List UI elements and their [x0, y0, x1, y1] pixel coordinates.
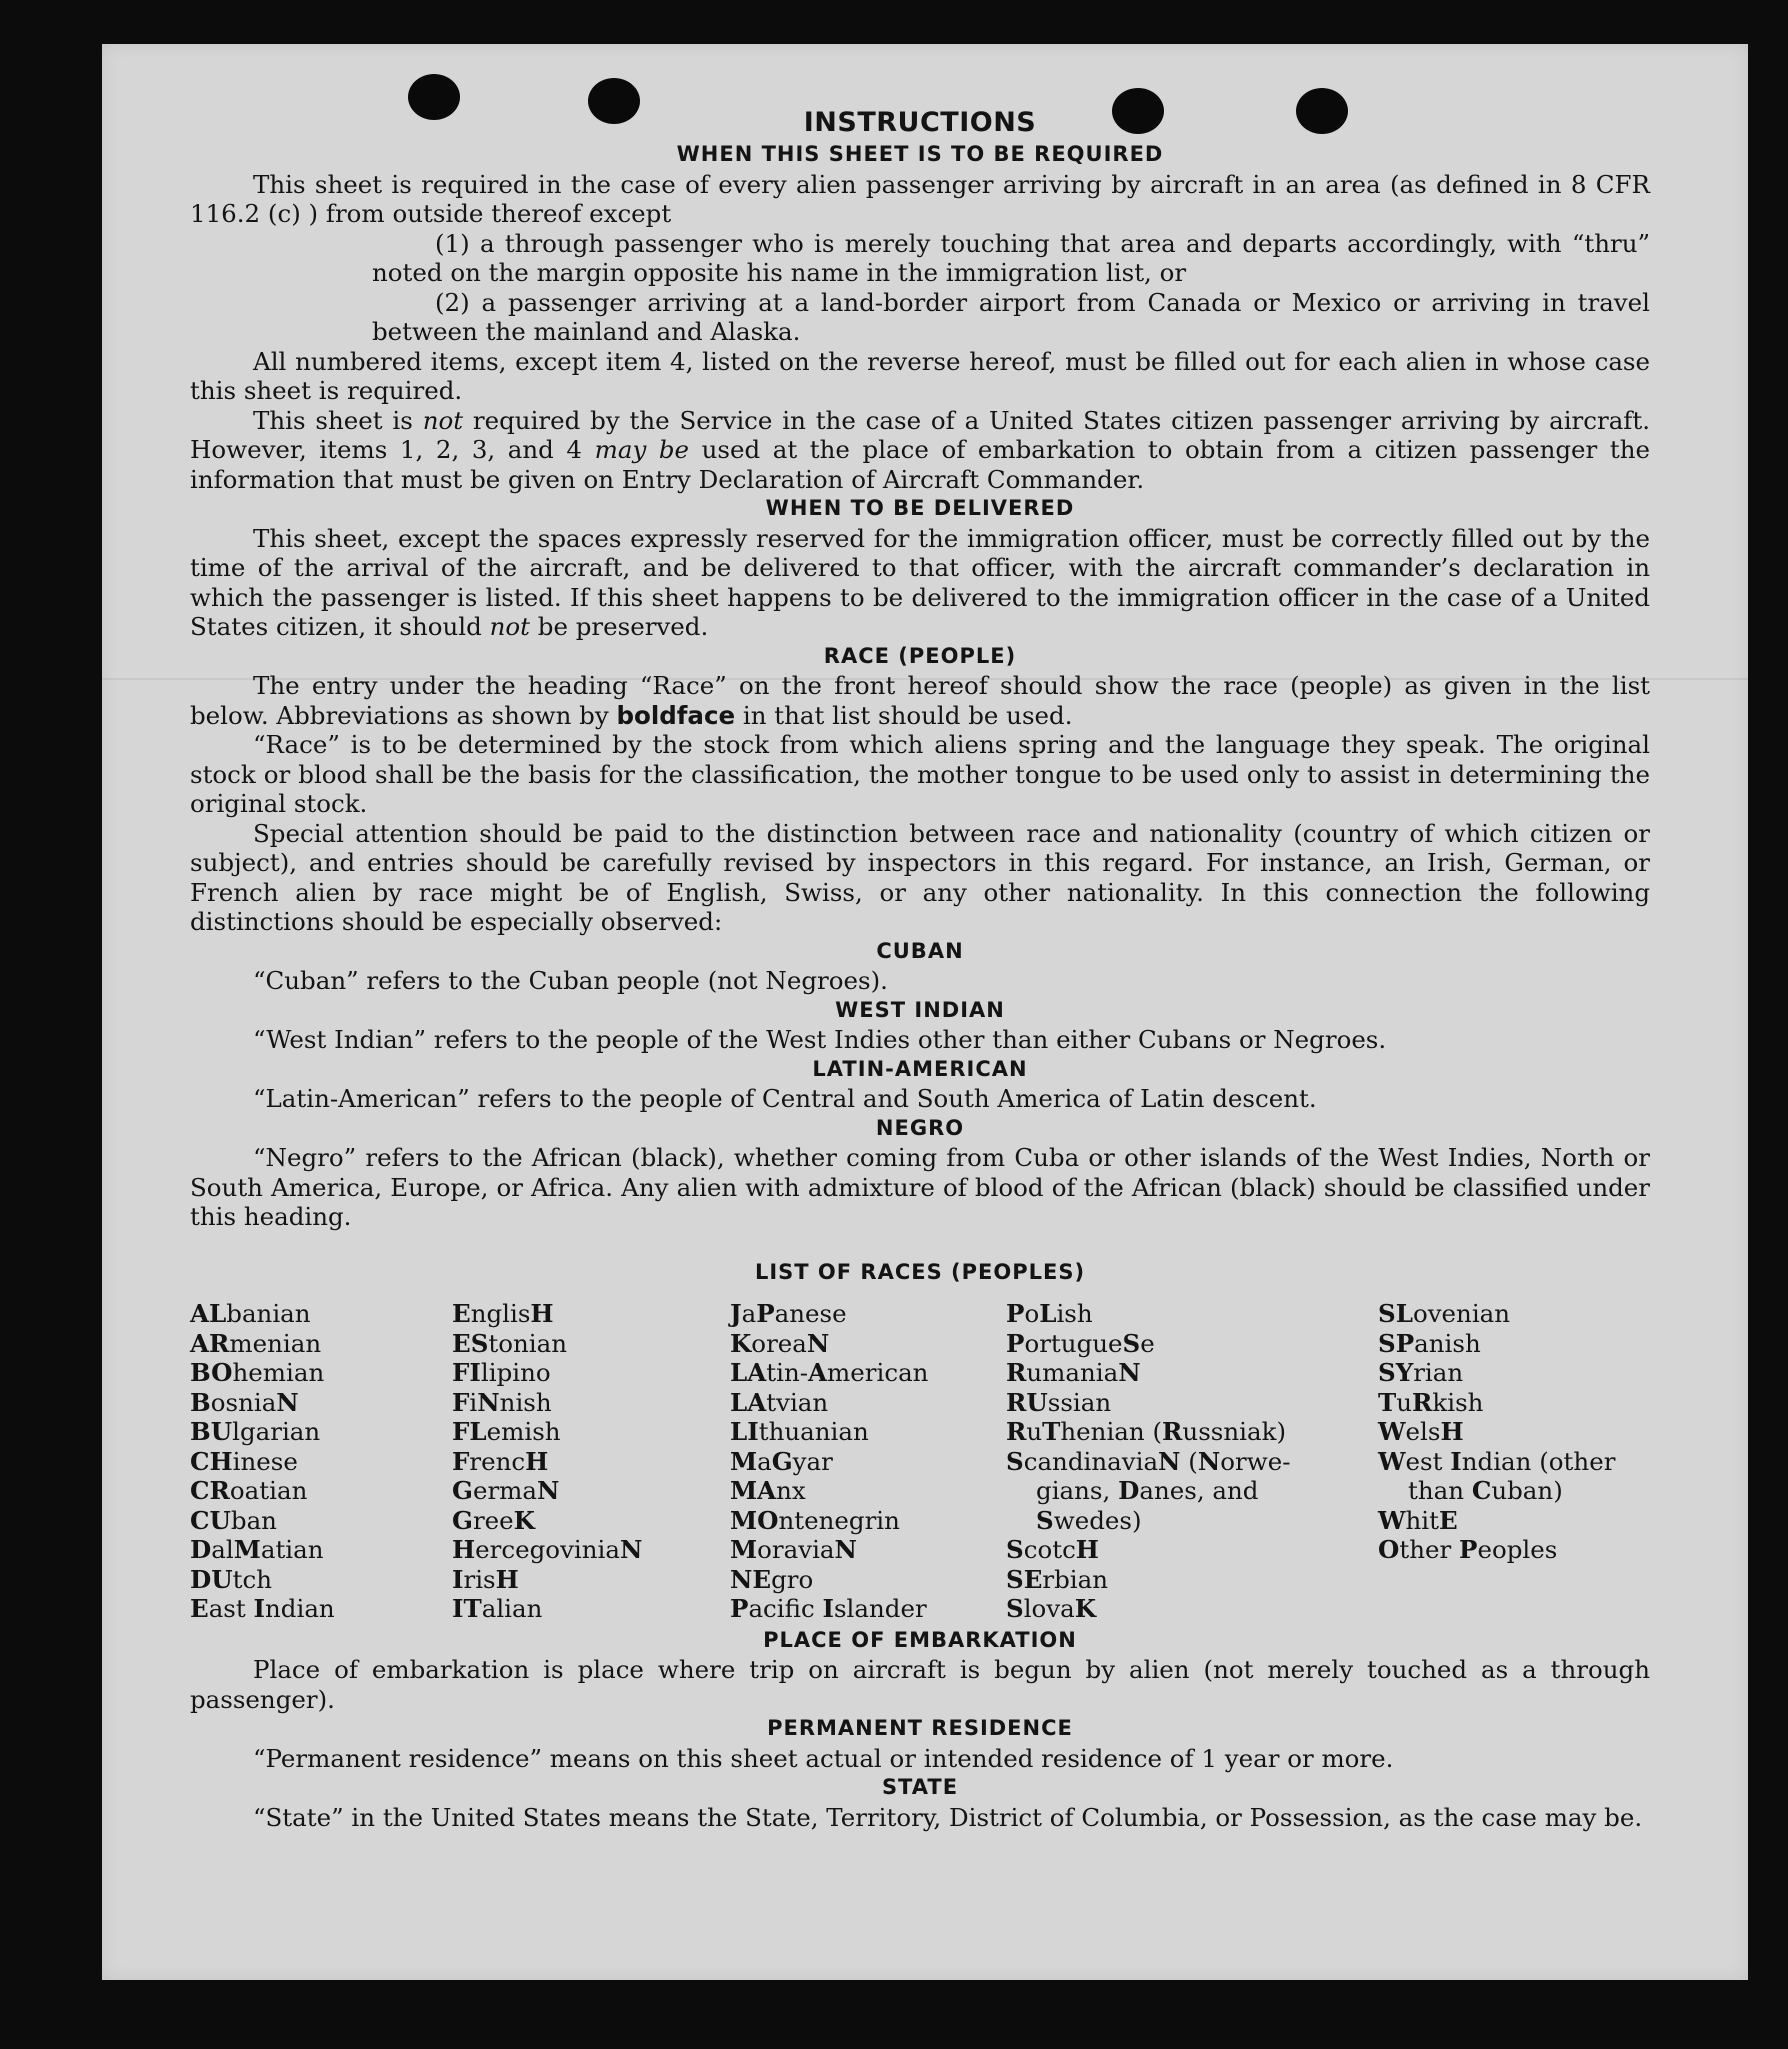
- list-item: (1) a through passenger who is merely touching that area and departs accordingly, with “thru” noted on the margin opposite his name in the immigration list, or: [372, 228, 1650, 287]
- race-entry: MaGyar: [730, 1446, 833, 1476]
- paragraph: “Latin-American” refers to the people of Central and South America of Latin descent.: [253, 1084, 1317, 1113]
- race-entry: BOhemian: [190, 1358, 325, 1387]
- races-column: [730, 1299, 1006, 1624]
- text-run: be preserved.: [529, 612, 709, 641]
- race-entry: MoraviaN: [730, 1535, 857, 1564]
- races-column: [190, 1299, 452, 1624]
- race-entry: FIlipino: [452, 1358, 551, 1387]
- race-entry: WelsH: [1378, 1417, 1464, 1446]
- section-heading-residence: PERMANENT RESIDENCE: [767, 1716, 1073, 1740]
- section-heading-latin-american: LATIN-AMERICAN: [812, 1056, 1028, 1081]
- race-entry: RUssian: [1006, 1387, 1112, 1417]
- italic-text: not: [422, 405, 464, 435]
- race-entry: SErbian: [1006, 1564, 1109, 1594]
- paragraph: Place of embarkation is place where trip on aircraft is begun by alien (not merely touched as a through passenger).: [190, 1655, 1650, 1714]
- text-run: This sheet, except the spaces expressly reserved for the immigration officer, must be correctly filled out by the time of the arrival of the aircraft, and be delivered to that officer, with the aircraft commander’s declaration in which the passenger is listed. If this sheet happens to be delivered to the immigration officer in the case of a United States citizen, it should: [190, 523, 1650, 641]
- race-entry: WhitE: [1378, 1505, 1458, 1535]
- section-heading-races-list: LIST OF RACES (PEOPLES): [754, 1259, 1086, 1284]
- races-column: [1006, 1299, 1378, 1624]
- section-heading-cuban: CUBAN: [876, 938, 964, 963]
- list-item: (2) a passenger arriving at a land-border airport from Canada or Mexico or arriving in travel between the mainland and Alaska.: [372, 287, 1650, 346]
- race-entry: JaPanese: [730, 1299, 847, 1328]
- italic-text: may be: [594, 435, 690, 464]
- race-entry: SLovenian: [1378, 1299, 1511, 1328]
- paragraph: “Negro” refers to the African (black), whether coming from Cuba or other islands of the West Indies, North or South America, Europe, or Africa. Any alien with admixture of blood of the African (black) should be classified under this heading.: [190, 1143, 1650, 1231]
- race-entry: ScotcH: [1006, 1535, 1099, 1564]
- race-entry: FiNnish: [452, 1387, 552, 1417]
- race-entry: CUban: [190, 1505, 277, 1535]
- section-heading-race: RACE (PEOPLE): [823, 643, 1017, 668]
- section-heading-when-delivered: WHEN TO BE DELIVERED: [765, 496, 1075, 520]
- race-entry: ITalian: [452, 1594, 543, 1623]
- race-entry: ScandinaviaN (Norwe-: [1006, 1446, 1291, 1476]
- races-list: [190, 1299, 1650, 1624]
- race-entry: CRoatian: [190, 1476, 308, 1505]
- race-entry: CHinese: [190, 1446, 298, 1476]
- race-entry: West Indian (other: [1378, 1446, 1616, 1476]
- race-entry: Pacifc Islander: [730, 1594, 927, 1623]
- races-column: [1378, 1299, 1650, 1624]
- race-entry: SPanish: [1378, 1328, 1481, 1358]
- paragraph: [190, 671, 1650, 730]
- race-entry: FrencH: [452, 1446, 549, 1476]
- section-heading-embarkation: PLACE OF EMBARKATION: [763, 1627, 1077, 1652]
- document-title: INSTRUCTIONS: [803, 107, 1037, 138]
- bold-text: boldface: [616, 700, 736, 730]
- text-run: The entry under the heading “Race” on the front hereof should show the race (people) as given in the list below. Abbreviations as shown by: [190, 671, 1650, 730]
- race-entry: LAtin-American: [730, 1358, 929, 1387]
- paragraph: “Cuban” refers to the Cuban people (not Negroes).: [253, 966, 888, 995]
- race-entry: MAnx: [730, 1476, 806, 1505]
- section-heading-state: STATE: [881, 1775, 959, 1799]
- paragraph: “State” in the United States means the State, Territory, District of Columbia, or Possession, as the case may be.: [253, 1802, 1643, 1832]
- race-entry: East Indian: [190, 1594, 335, 1623]
- race-entry: BosniaN: [190, 1387, 299, 1417]
- race-entry: BUlgarian: [190, 1417, 321, 1446]
- section-heading-west-indian: WEST INDIAN: [835, 997, 1005, 1022]
- race-entry: Swedes): [1036, 1505, 1142, 1535]
- text-run: This sheet is: [253, 405, 423, 435]
- races-column: [452, 1299, 730, 1624]
- race-entry: gians, Danes, and: [1036, 1476, 1259, 1505]
- text-run: in that list should be used.: [735, 700, 1073, 730]
- race-entry: PoLish: [1006, 1299, 1093, 1328]
- race-entry: SYrian: [1378, 1358, 1464, 1387]
- race-entry: IrisH: [452, 1564, 519, 1594]
- paragraph: All numbered items, except item 4, listed on the reverse hereof, must be filled out for each alien in whose case this sheet is required.: [190, 346, 1650, 405]
- text-run: required by the Service in the case of a United States citizen passenger arriving by aircraft. However, items 1, 2, 3, and 4: [190, 405, 1651, 464]
- paragraph: “West Indian” refers to the people of the West Indies other than either Cubans or Negroes.: [253, 1025, 1387, 1054]
- race-entry: SlovaK: [1006, 1594, 1097, 1623]
- race-entry: ARmenian: [190, 1328, 322, 1358]
- instruction-sheet: [102, 44, 1748, 1980]
- race-entry: LIthuanian: [730, 1417, 869, 1446]
- race-entry: RuThenian (Russniak): [1006, 1417, 1287, 1446]
- race-entry: MOntenegrin: [730, 1505, 900, 1535]
- italic-text: not: [489, 612, 530, 641]
- section-heading-negro: NEGRO: [875, 1115, 965, 1140]
- race-entry: HercegoviniaN: [452, 1535, 643, 1564]
- paragraph: This sheet is required in the case of every alien passenger arriving by aircraft in an area (as defined in 8 CFR 116.2 (c) ) from outside thereof except: [190, 169, 1650, 228]
- race-entry: KoreaN: [730, 1328, 830, 1358]
- race-entry: FLemish: [452, 1417, 561, 1446]
- paragraph: [190, 524, 1650, 642]
- race-entry: EStonian: [452, 1328, 568, 1358]
- race-entry: ALbanian: [190, 1299, 311, 1328]
- paragraph: Special attention should be paid to the distinction between race and nationality (country of which citizen or subject), and entries should be carefully revised by inspectors in this regard. For instance, an Irish, German, or French alien by race might be of English, Swiss, or any other nationality. In this connection the following distinctions should be especially observed:: [190, 818, 1650, 936]
- race-entry: RumaniaN: [1006, 1358, 1141, 1387]
- race-entry: DalMatian: [190, 1535, 324, 1564]
- race-entry: GermaN: [452, 1476, 560, 1505]
- race-entry: PortugueSe: [1006, 1328, 1155, 1358]
- race-entry: GreeK: [452, 1505, 535, 1535]
- text-run: used at the place of embarkation to obtain from a citizen passenger the information that must be given on Entry Declaration of Aircraft Commander.: [190, 435, 1650, 494]
- race-entry: DUtch: [190, 1564, 272, 1594]
- paragraph: “Permanent residence” means on this sheet actual or intended residence of 1 year or more.: [253, 1743, 1394, 1773]
- paragraph: [190, 406, 1650, 495]
- race-entry: EnglisH: [452, 1299, 554, 1328]
- race-entry: NEgro: [730, 1564, 814, 1594]
- section-heading-when-required: WHEN THIS SHEET IS TO BE REQUIRED: [676, 142, 1164, 166]
- document-body: [190, 106, 1650, 1832]
- race-entry: LAtvian: [730, 1387, 829, 1417]
- race-entry: TuRkish: [1378, 1387, 1484, 1417]
- paragraph: “Race” is to be determined by the stock from which aliens spring and the language they speak. The original stock or blood shall be the basis for the classification, the mother tongue to be used only to assist in determining the original stock.: [190, 730, 1650, 818]
- race-entry: than Cuban): [1408, 1476, 1563, 1505]
- race-entry: Other Peoples: [1378, 1535, 1558, 1564]
